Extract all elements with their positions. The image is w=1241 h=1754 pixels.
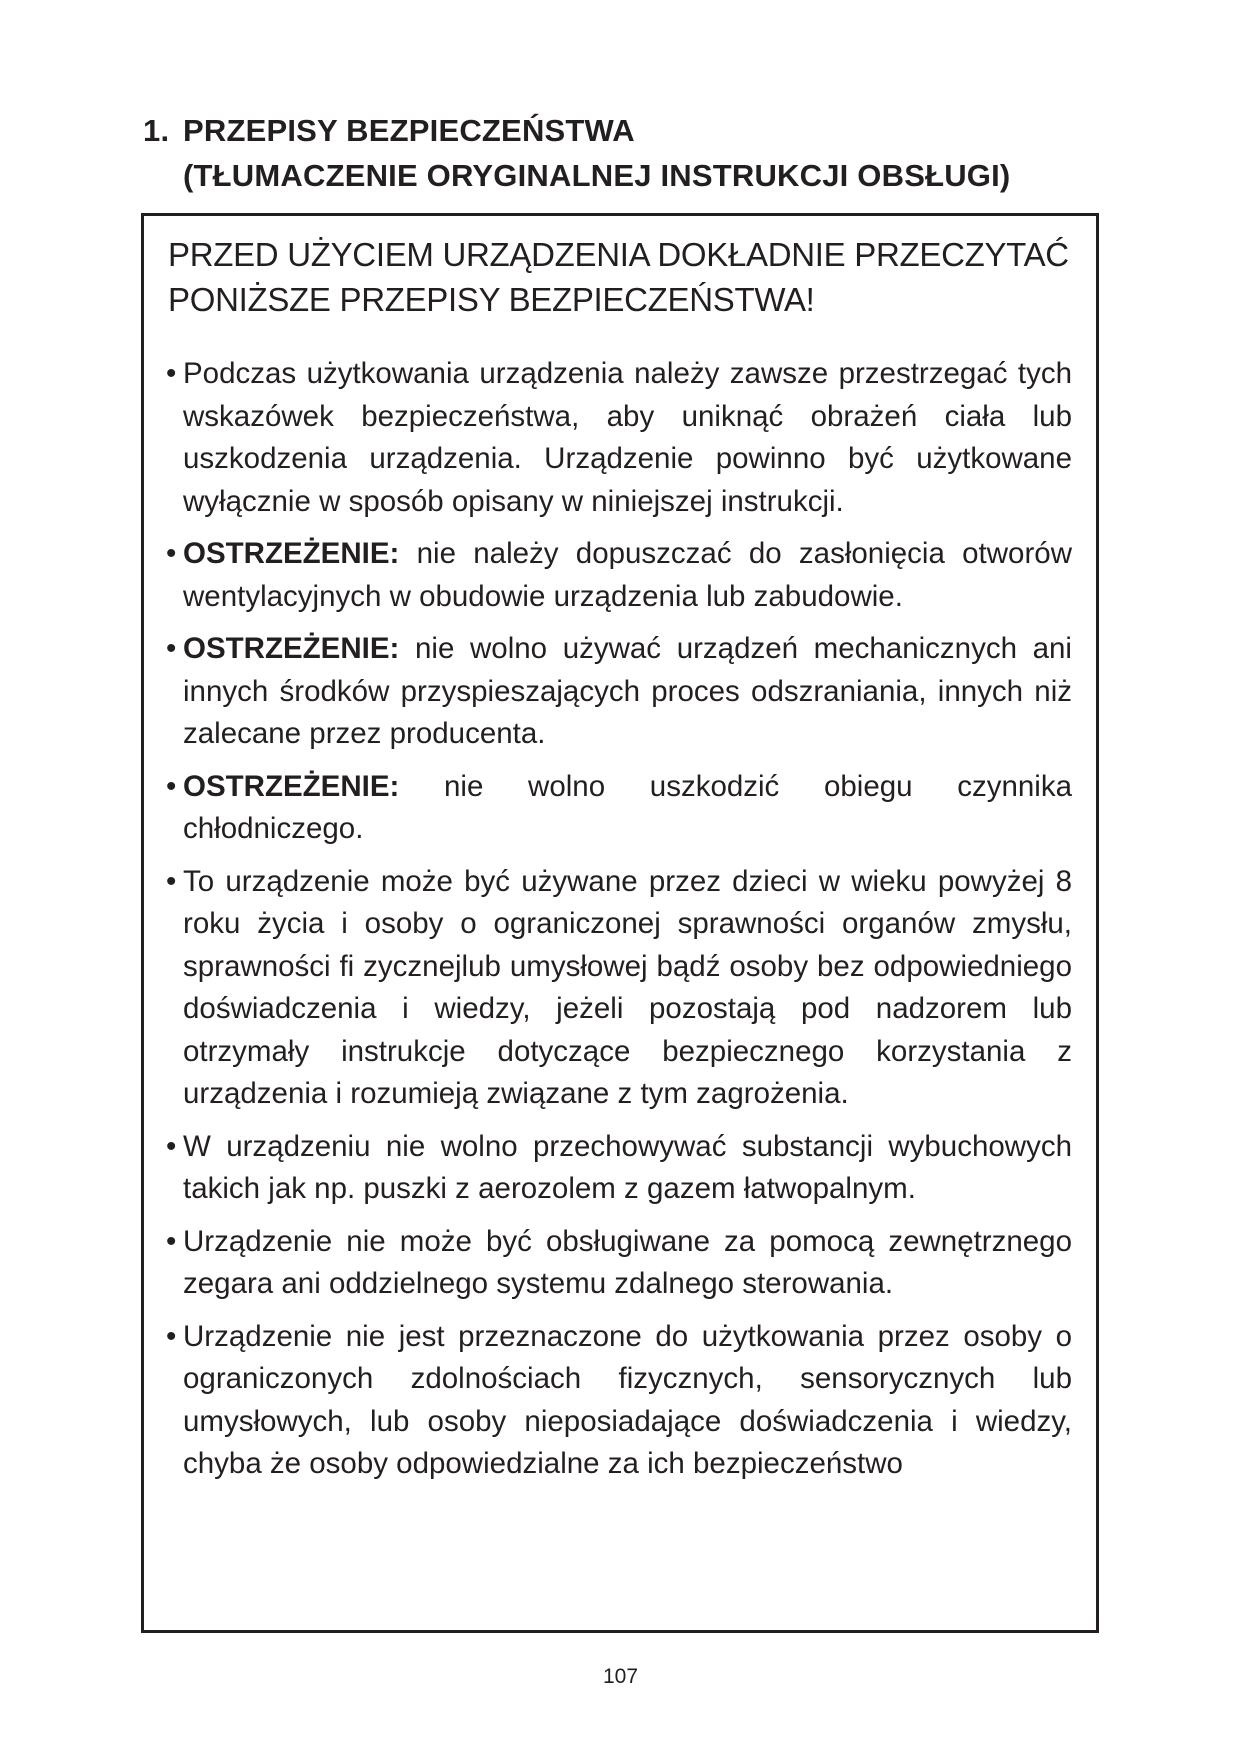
- safety-item-text: nie należy dopuszczać do zasłonięcia otworów wentylacyjnych w obudowie urządzenia lub zabudowie.: [183, 537, 1072, 613]
- safety-item: [144, 1221, 1102, 1306]
- section-title: PRZEPISY BEZPIECZEŃSTWA: [183, 113, 635, 148]
- section-number: 1.: [143, 113, 170, 148]
- safety-item-text: To urządzenie może być używane przez dzieci w wieku powyżej 8 roku życia i osoby o ograniczonej sprawności organów zmysłu, sprawności fi zycznejlub umysłowej bądź osoby bez odpowiedniego doświadczenia i wiedzy, jeżeli pozostają pod nadzorem lub otrzymały instrukcje dotyczące bezpiecznego korzystania z urządzenia i rozumieją związane z tym zagrożenia.: [183, 864, 1072, 1110]
- safety-item-text: Urządzenie nie jest przeznaczone do użytkowania przez osoby o ograniczonych zdolnościach fizycznych, sensorycznych lub umysłowych, lub osoby nieposiadające doświadczenia i wiedzy, chyba że osoby odpowiedzialne za ich bezpieczeństwo: [183, 1319, 1072, 1480]
- safety-box: [141, 213, 1099, 1633]
- safety-item-text: nie wolno używać urządzeń mechanicznych ani innych środków przyspieszających proces odszraniania, innych niż zalecane przez producenta.: [183, 632, 1072, 750]
- safety-item: [144, 1126, 1102, 1211]
- safety-item-text: Podczas użytkowania urządzenia należy zawsze przestrzegać tych wskazówek bezpieczeństwa, aby uniknąć obrażeń ciała lub uszkodzenia urządzenia. Urządzenie powinno być użytkowane wyłącznie w sposób opisany w niniejszej instrukcji.: [183, 357, 1072, 518]
- bullet-icon: •: [166, 769, 177, 803]
- bullet-icon: •: [166, 1319, 177, 1353]
- warning-label: OSTRZEŻENIE:: [183, 769, 400, 803]
- warning-label: OSTRZEŻENIE:: [183, 632, 400, 665]
- safety-box-title-line1: PRZED UŻYCIEM URZĄDZENIA DOKŁADNIE PRZECZYTAĆ: [168, 236, 1069, 273]
- bullet-icon: •: [166, 632, 177, 665]
- safety-list: [144, 353, 1102, 1496]
- safety-box-title: [168, 232, 1069, 322]
- safety-item-text: Urządzenie nie może być obsługiwane za pomocą zewnętrznego zegara ani oddzielnego systemu zdalnego sterowania.: [183, 1224, 1072, 1300]
- safety-item-text: W urządzeniu nie wolno przechowywać substancji wybuchowych takich jak np. puszki z aerozolem z gazem łatwopalnym.: [183, 1129, 1072, 1205]
- bullet-icon: •: [166, 537, 177, 570]
- warning-label: OSTRZEŻENIE:: [183, 537, 400, 570]
- safety-item: [144, 628, 1102, 756]
- safety-item: [144, 861, 1102, 1116]
- safety-item-text: nie wolno uszkodzić obiegu czynnika chłodniczego.: [183, 769, 1072, 845]
- safety-item: [144, 766, 1102, 851]
- section-subtitle: (TŁUMACZENIE ORYGINALNEJ INSTRUKCJI OBSŁUGI): [183, 158, 1011, 193]
- bullet-icon: •: [166, 864, 177, 898]
- bullet-icon: •: [166, 1224, 177, 1258]
- bullet-icon: •: [166, 357, 177, 390]
- safety-item: [144, 1316, 1102, 1486]
- page-number: 107: [602, 1665, 639, 1688]
- safety-item: [144, 353, 1102, 523]
- safety-item: [144, 533, 1102, 618]
- section-heading: [143, 108, 1010, 198]
- bullet-icon: •: [166, 1129, 177, 1163]
- safety-box-title-line2: PONIŻSZE PRZEPISY BEZPIECZEŃSTWA!: [168, 281, 815, 318]
